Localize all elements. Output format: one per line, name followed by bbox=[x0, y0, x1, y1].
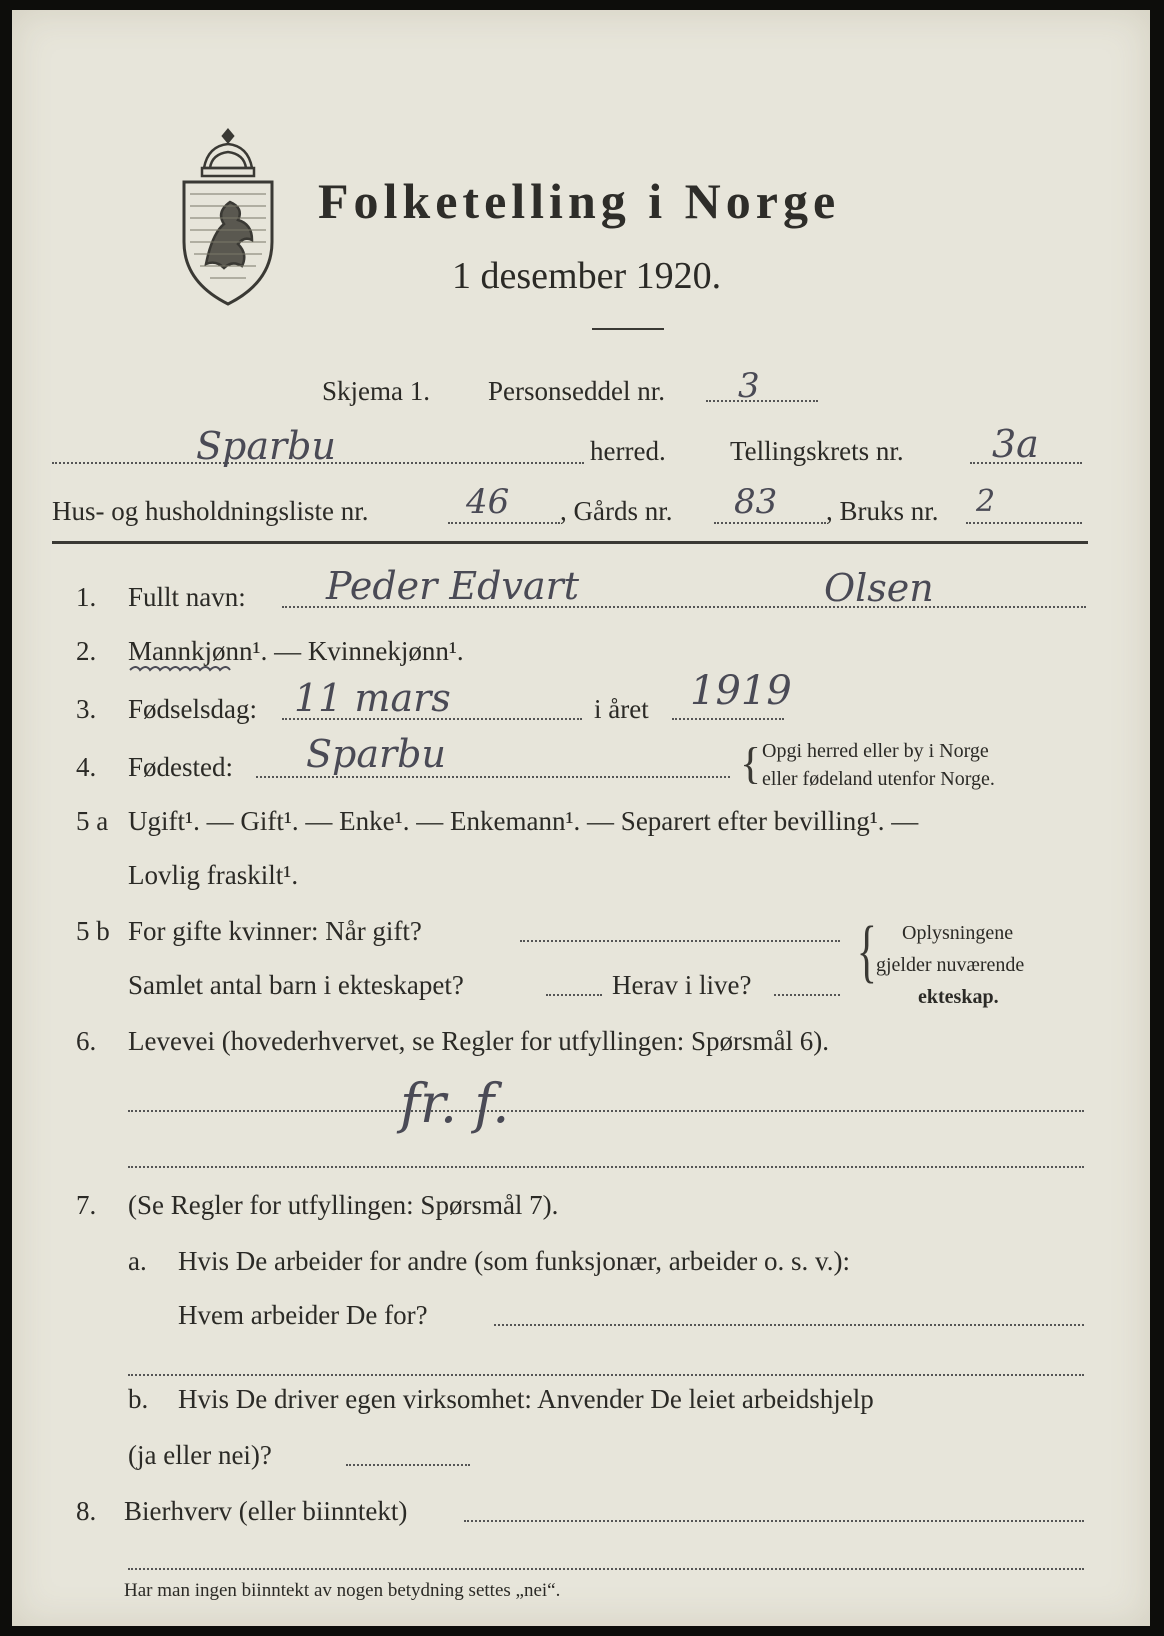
q7a-line-1: Hvis De arbeider for andre (som funksjonær, arbeider o. s. v.): bbox=[178, 1246, 850, 1276]
q5a-number: 5 a bbox=[76, 806, 109, 836]
q7b-line bbox=[346, 1464, 470, 1466]
q3-number: 3. bbox=[76, 694, 97, 724]
q7b-line-1: Hvis De driver egen virksomhet: Anvender De leiet arbeidshjelp bbox=[178, 1384, 874, 1414]
q3-year-line bbox=[672, 718, 784, 720]
tellingskrets-label: Tellingskrets nr. bbox=[730, 436, 904, 466]
q5b-brace: { bbox=[856, 913, 877, 990]
herred-value[interactable]: Sparbu bbox=[196, 424, 336, 468]
q4-number: 4. bbox=[76, 752, 97, 782]
q7-label: (Se Regler for utfyllingen: Spørsmål 7). bbox=[128, 1190, 559, 1220]
hus-line bbox=[448, 522, 560, 524]
q4-value[interactable]: Sparbu bbox=[306, 732, 446, 776]
personseddel-value[interactable]: 3 bbox=[738, 366, 760, 406]
q5a-line-1: Ugift¹. — Gift¹. — Enke¹. — Enkemann¹. — Separert efter bevilling¹. — bbox=[128, 806, 919, 836]
form-title: Folketelling i Norge bbox=[318, 173, 841, 229]
q7b-line-2: (ja eller nei)? bbox=[128, 1440, 272, 1470]
q2-underline-mark-icon bbox=[128, 662, 238, 676]
q1-last-name[interactable]: Olsen bbox=[824, 566, 934, 610]
q1-first-name[interactable]: Peder Edvart bbox=[326, 564, 580, 608]
q4-line bbox=[256, 776, 730, 778]
personseddel-label: Personseddel nr. bbox=[488, 376, 665, 406]
q5b-married-line bbox=[520, 940, 840, 942]
q2-number: 2. bbox=[76, 636, 97, 666]
q5a-line-2: Lovlig fraskilt¹. bbox=[128, 860, 299, 890]
q5b-children-line bbox=[546, 994, 602, 996]
q5b-line-1: For gifte kvinner: Når gift? bbox=[128, 916, 422, 946]
q7a-line bbox=[494, 1324, 1084, 1326]
q3-day-value[interactable]: 11 mars bbox=[294, 676, 451, 720]
q5b-note-1: Oplysningene bbox=[902, 922, 1014, 944]
q7-number: 7. bbox=[76, 1190, 97, 1220]
q5b-line-2a: Samlet antal barn i ekteskapet? bbox=[128, 970, 464, 1000]
gards-line bbox=[714, 522, 826, 524]
q1-label: Fullt navn: bbox=[128, 582, 246, 612]
q3-label: Fødselsdag: bbox=[128, 694, 258, 724]
q4-label: Fødested: bbox=[128, 752, 233, 782]
gards-value[interactable]: 83 bbox=[734, 482, 778, 522]
q8-line bbox=[464, 1520, 1084, 1522]
q6-label: Levevei (hovederhvervet, se Regler for utfyllingen: Spørsmål 6). bbox=[128, 1026, 830, 1056]
q5b-number: 5 b bbox=[76, 916, 110, 946]
q5b-note-2: gjelder nuværende bbox=[876, 954, 1025, 976]
q7a-line-2: Hvem arbeider De for? bbox=[178, 1300, 428, 1330]
q6-line-2 bbox=[128, 1166, 1084, 1168]
herred-label: herred. bbox=[590, 436, 666, 466]
q6-line-1 bbox=[128, 1110, 1084, 1112]
q4-brace: { bbox=[740, 739, 762, 788]
q7b-number: b. bbox=[128, 1384, 149, 1414]
q8-extra-line bbox=[128, 1568, 1084, 1570]
bruks-label: , Bruks nr. bbox=[826, 496, 939, 526]
q5b-line-2b: Herav i live? bbox=[612, 970, 752, 1000]
q4-note-1: Opgi herred eller by i Norge bbox=[762, 740, 989, 762]
title-divider bbox=[592, 328, 664, 330]
header-rule bbox=[52, 541, 1088, 544]
q7a-extra-line bbox=[128, 1374, 1084, 1376]
census-date: 1 desember 1920. bbox=[452, 255, 722, 297]
hus-value[interactable]: 46 bbox=[466, 482, 510, 522]
bruks-value[interactable]: 2 bbox=[976, 484, 996, 519]
hus-label: Hus- og husholdningsliste nr. bbox=[52, 496, 369, 526]
personseddel-line bbox=[706, 400, 818, 402]
q3-year-label: i året bbox=[594, 694, 649, 724]
q4-note-2: eller fødeland utenfor Norge. bbox=[762, 768, 995, 790]
bruks-line bbox=[966, 522, 1082, 524]
coat-of-arms-icon bbox=[176, 124, 280, 314]
skjema-label: Skjema 1. bbox=[322, 376, 430, 406]
q2-label: Mannkjønn¹. — Kvinnekjønn¹. bbox=[128, 636, 464, 666]
q1-number: 1. bbox=[76, 582, 97, 612]
tellingskrets-value[interactable]: 3a bbox=[992, 422, 1039, 466]
q5b-alive-line bbox=[774, 994, 840, 996]
q5b-note-3: ekteskap. bbox=[918, 986, 999, 1008]
q6-value[interactable]: fr. f. bbox=[400, 1072, 510, 1135]
q3-year-value[interactable]: 1919 bbox=[690, 668, 792, 714]
q7a-number: a. bbox=[128, 1246, 147, 1276]
q8-number: 8. bbox=[76, 1496, 97, 1526]
q6-number: 6. bbox=[76, 1026, 97, 1056]
gards-label: , Gårds nr. bbox=[560, 496, 673, 526]
footnote: Har man ingen biinntekt av nogen betydning settes „nei“. bbox=[124, 1580, 561, 1601]
q8-label: Bierhverv (eller biinntekt) bbox=[124, 1496, 408, 1526]
